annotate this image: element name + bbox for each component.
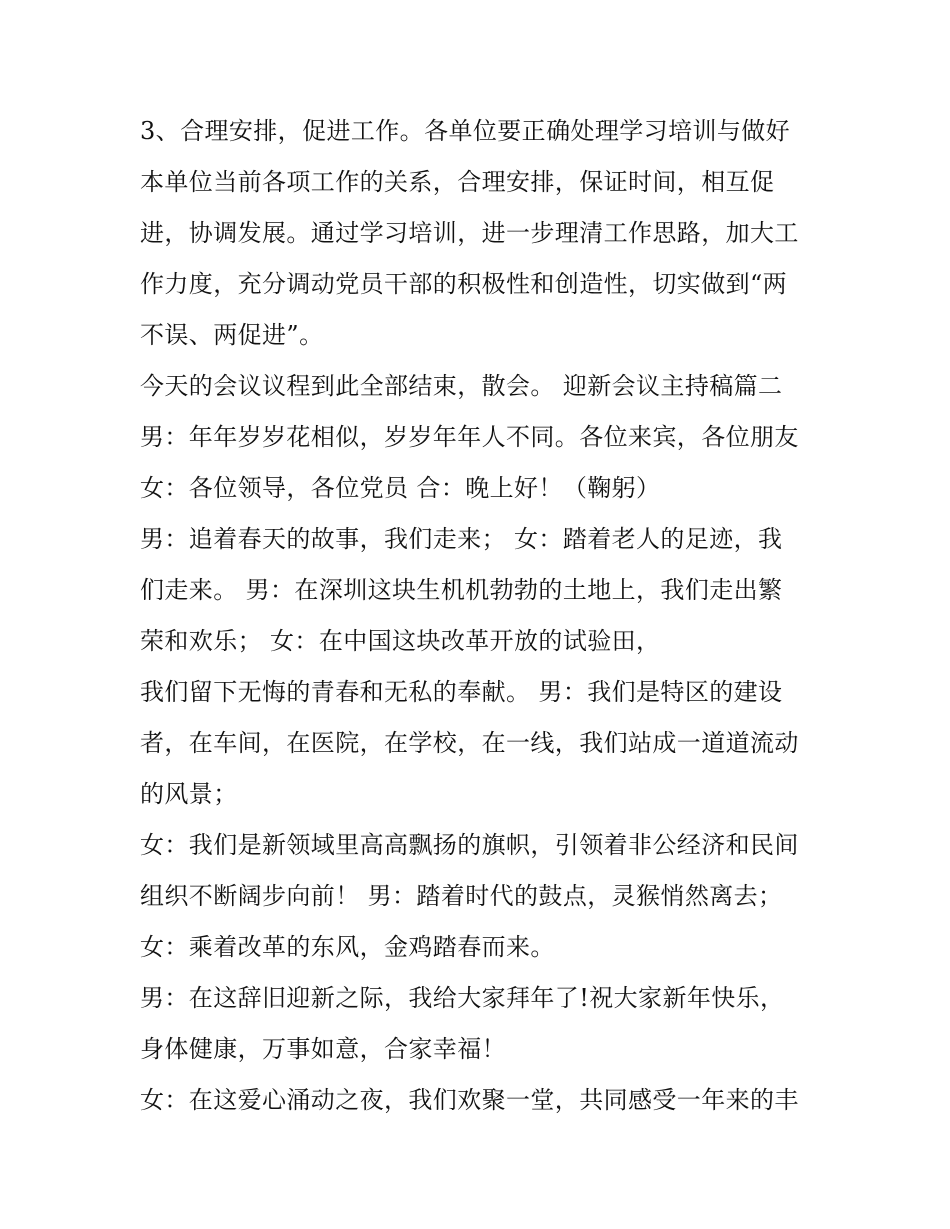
text-line: 男：在这辞旧迎新之际，我给大家拜年了!祝大家新年快乐， — [140, 984, 785, 1012]
text-line: 进，协调发展。通过学习培训，进一步理清工作思路，加大工 — [140, 219, 799, 247]
text-line: 女：在这爱心涌动之夜，我们欢聚一堂，共同感受一年来的丰 — [140, 1086, 799, 1114]
text-line: 不误、两促进”。 — [140, 321, 324, 349]
text-line: 作力度，充分调动党员干部的积极性和创造性，切实做到“两 — [140, 270, 788, 298]
document-body — [140, 106, 830, 1126]
text-line: 我们留下无悔的青春和无私的奉献。 男：我们是特区的建设 — [140, 678, 783, 706]
text-line: 身体健康，万事如意，合家幸福！ — [140, 1035, 506, 1063]
text-line: 们走来。 男：在深圳这块生机机勃勃的土地上，我们走出繁 — [140, 576, 783, 604]
text-line: 女：各位领导，各位党员 合：晚上好！（鞠躬） — [140, 474, 661, 502]
text-line: 的风景； — [140, 780, 238, 808]
text-line: 女：乘着改革的东风，金鸡踏春而来。 — [140, 933, 555, 961]
text-line: 今天的会议议程到此全部结束，散会。 迎新会议主持稿篇二 — [140, 372, 783, 400]
text-line: 男：年年岁岁花相似，岁岁年年人不同。各位来宾，各位朋友 — [140, 423, 799, 451]
text-line: 者，在车间，在医院，在学校，在一线，我们站成一道道流动 — [140, 729, 799, 757]
text-line: 男：追着春天的故事，我们走来； 女：踏着老人的足迹，我 — [140, 525, 783, 553]
text-line: 女：我们是新领域里高高飘扬的旗帜，引领着非公经济和民间 — [140, 831, 799, 859]
text-line: 3、合理安排，促进工作。各单位要正确处理学习培训与做好 — [140, 117, 791, 145]
text-line: 本单位当前各项工作的关系，合理安排，保证时间，相互促 — [140, 168, 775, 196]
text-line: 组织不断阔步向前！ 男：踏着时代的鼓点，灵猴悄然离去； — [140, 882, 783, 910]
text-line: 荣和欢乐； 女：在中国这块改革开放的试验田， — [140, 627, 661, 655]
